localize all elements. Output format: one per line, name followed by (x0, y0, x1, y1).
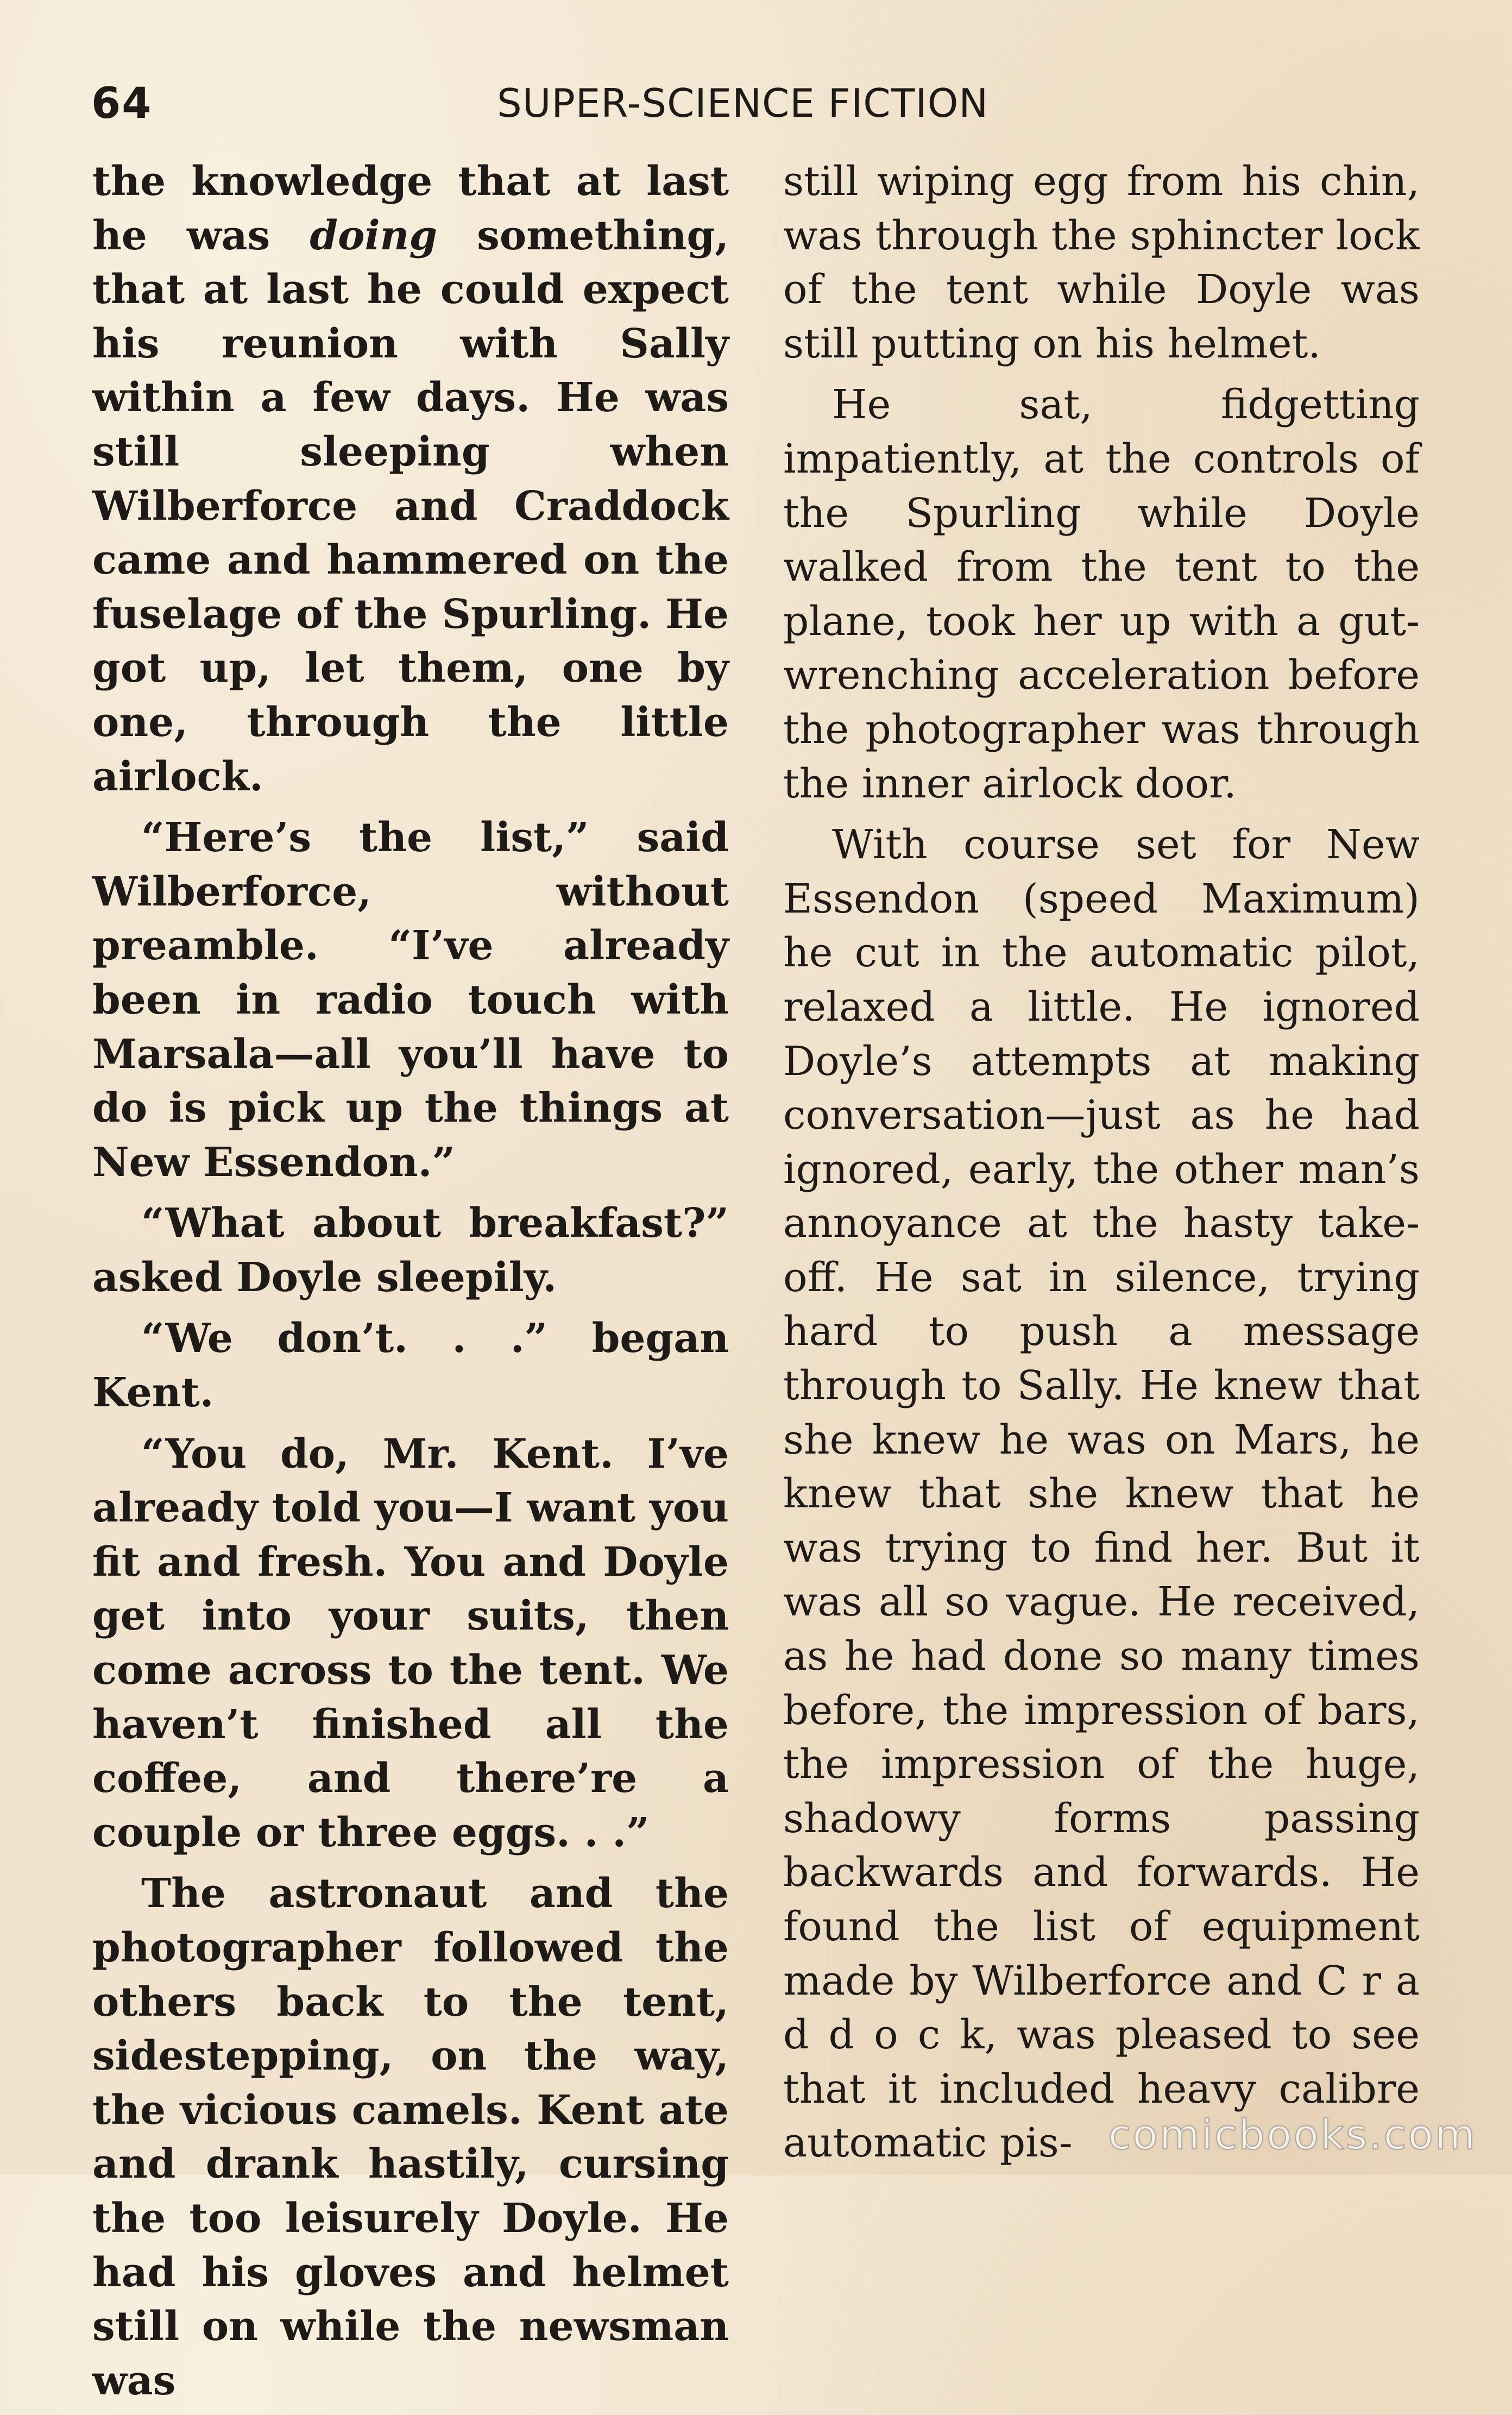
paragraph: He sat, fidgetting impatiently, at the controls of the Spurling while Doyle walked from the tent to the plane, took her up with a gut-wrenching acceleration before the photographer was through the inner airlock door. (783, 381, 1420, 807)
paragraph: still wiping egg from his chin, was through the sphincter lock of the tent while Doyle was still putting on his helmet. (783, 158, 1420, 367)
paragraph: “What about breakfast?” asked Doyle sleepily. (92, 1200, 729, 1301)
running-title: SUPER-SCIENCE FICTION (497, 80, 989, 126)
paragraph: “Here’s the list,” said Wilberforce, without preamble. “I’ve already been in radio touch with Marsala—all you’ll have to do is pick up the things at New Essendon.” (92, 814, 729, 1186)
watermark: comicbooks.com (1108, 2110, 1477, 2159)
paragraph-text: the knowledge that at last he was (92, 158, 729, 259)
emphasis-text: doing (310, 212, 438, 259)
page-header (87, 76, 1010, 136)
left-column (92, 155, 729, 2415)
paragraph-text: something, that at last he could expect his reunion with Sally within a few days. He was still sleeping when Wilberforce and Craddock came and hammered on the fuselage of the Spurling. He got up, let them, one by one, through the little airlock. (92, 212, 729, 800)
paragraph: With course set for New Essendon (speed Maximum) he cut in the automatic pilot, relaxed a little. He ignored Doyle’s attempts at making conversation—just as he had ignored, early, the other man’s annoyance at the hasty take-off. He sat in silence, trying hard to push a message through to Sally. He knew that she knew he was on Mars, he knew that she knew that he was trying to find her. But it was all so vague. He received, as he had done so many times before, the impression of bars, the impression of the huge, shadowy forms passing backwards and forwards. He found the list of equipment made by Wilberforce and C r a d d o c k, was pleased to see that it included heavy calibre automatic pis- (783, 821, 1420, 2167)
page-number: 64 (91, 79, 153, 128)
paragraph: “We don’t. . .” began Kent. (92, 1315, 729, 1417)
paragraph (92, 155, 729, 804)
paragraph: “You do, Mr. Kent. I’ve already told you—I want you fit and fresh. You and Doyle get into your suits, then come across to the tent. We haven’t finished all the coffee, and there’re a couple or three eggs. . .” (92, 1430, 729, 1856)
paragraph: The astronaut and the photographer followed the others back to the tent, sidestepping, on the way, the vicious camels. Kent ate and drank hastily, cursing the too leisurely Doyle. He had his gloves and helmet still on while the newsman was (92, 1870, 729, 2404)
right-column (783, 155, 1420, 2178)
